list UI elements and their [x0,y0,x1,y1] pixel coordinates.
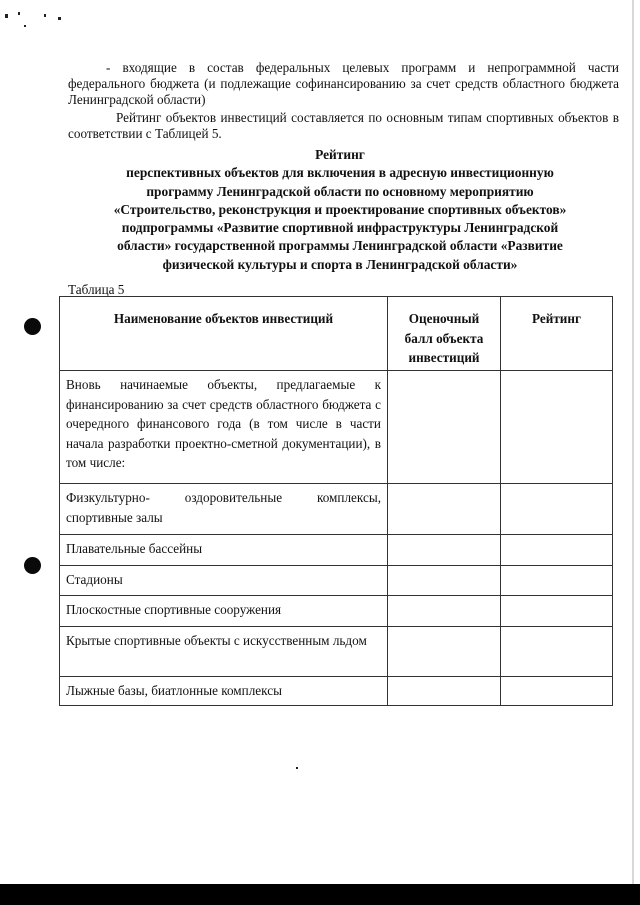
column-header-rating: Рейтинг [501,297,613,371]
rating-heading [60,146,620,274]
row-name: Лыжные базы, биатлонные комплексы [60,677,388,706]
row-rating [501,371,613,484]
scan-speck [296,767,298,769]
table-row [60,677,613,706]
scan-border [0,884,640,905]
intro-paragraph-2: Рейтинг объектов инвестиций составляется по основным типам спортивных объектов в соответствии с Таблицей 5. [68,110,619,142]
column-header-score: Оценочный балл объекта инвестиций [388,297,501,371]
punch-hole [24,318,41,335]
row-rating [501,484,613,535]
table-row [60,566,613,596]
scan-speck [58,17,61,20]
row-rating [501,596,613,627]
table-header-row [60,297,613,371]
row-rating [501,535,613,566]
row-rating [501,627,613,677]
scan-page-edge [632,0,634,884]
row-score [388,677,501,706]
table-caption: Таблица 5 [68,282,125,297]
punch-hole [24,557,41,574]
column-header-name: Наименование объектов инвестиций [60,297,388,371]
table-row [60,596,613,627]
scan-speck [18,12,20,15]
heading-line: подпрограммы «Развитие спортивной инфраструктуры Ленинградской [121,220,559,236]
rating-table [59,296,613,706]
row-name: Стадионы [60,566,388,596]
table-row [60,535,613,566]
row-name: Вновь начинаемые объекты, предлагаемые к финансированию за счет средств областного бюджета с очередного финансового года (в том числе в части начала разработки проектно-сметной документации), в том числе: [60,371,388,484]
row-score [388,596,501,627]
table-row [60,371,613,484]
table-row [60,627,613,677]
heading-line: физической культуры и спорта в Ленинградской области» [162,256,518,272]
scan-speck [5,14,8,18]
row-name: Физкультурно- оздоровительные комплексы, спортивные залы [60,484,388,535]
heading-line: «Строительство, реконструкция и проектирование спортивных объектов» [113,201,567,217]
table-row [60,484,613,535]
row-name: Плавательные бассейны [60,535,388,566]
row-rating [501,677,613,706]
row-name: Плоскостные спортивные сооружения [60,596,388,627]
row-score [388,535,501,566]
row-rating [501,566,613,596]
scan-speck [24,25,26,27]
row-score [388,484,501,535]
row-score [388,627,501,677]
row-name: Крытые спортивные объекты с искусственным льдом [60,627,388,677]
heading-line: перспективных объектов для включения в адресную инвестиционную [126,165,554,181]
row-score [388,566,501,596]
scan-speck [44,14,46,17]
heading-line: области» государственной программы Ленинградской области «Развитие [117,238,563,254]
row-score [388,371,501,484]
intro-paragraph-1: - входящие в состав федеральных целевых программ и непрограммной части федерального бюджета (и подлежащие софинансированию за счет средств областного бюджета Ленинградской области) [68,60,619,108]
heading-line: программу Ленинградской области по основному мероприятию [146,183,534,199]
heading-title: Рейтинг [315,147,365,162]
